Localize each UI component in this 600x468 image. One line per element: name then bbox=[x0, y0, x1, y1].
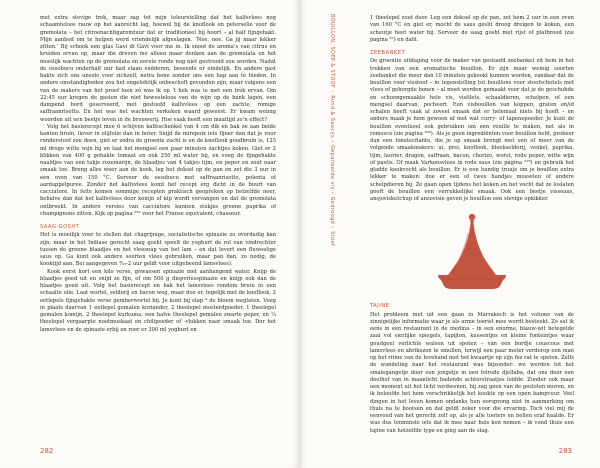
right-paragraph-3: Het probleem met uit een gaan in Marrakech is het volume van de zinnigelijke informatie waar je als arme toerist mee wordt bestookt. Zo sat ik eens in een restaurant in de medina – in een enorme, blauw-wit betegelde zaal vol sierlijke spiegels, tapijten, kussentjes en kleine fonteintjes waar goudgeel verlichte walsen uit spoten – van een bordje couscous met lamsvlees en abrikozen te smullen, terwijl een paar meter verderop een man op het ritme van de Ievehand met het kwaartje op zijn fez rat te speten. Zelfs de wandeling naar het restaurant was bijzonder: we werden tot het smalegangetje door een jongetje in een felrode djellaba, dat ons door een doolhof van in maanlicht badende achterstraatjes leidde. Zonder ook maar een moment uit het licht verdwenen, hij zag geen van de gesloten muren, en ik beloofde het hem verschrikkelijk het kookte op een open kampvuur. Veel dingen in het leven komen ondanks hun oorsprong niet in aanmerking om thuis na te bootsen en dat geldt zeker voor die ervaring. Toch viel mij de eenvoud van het gerecht zelf op, als je alle toeters en bellen eraf haalde. Er was dus tenminste iets dat ik mee naar huis kon nemen – ik vond thuis een tajine van hetzelfde type en ging aan de slag. bbox=[370, 311, 574, 434]
left-paragraph-1: met extra stevige trek, maar zag tot mijn teleurstelling dat het kalfsvlees nog schaamteloos rauw op het aanrecht lag, hoewel bij de knoflook en peterselie voor de gremolata – het citroenachtigaromtuur dat er traditioneel bij hoort – al half fijngehakt. Mijn aanbod om te helpen werd vriendelijk afgeslagen. ‘Nee, nee. Ga jij maar lekker zitten.’ Bij schook een glas Gavi di Gavi voor me in. Ik snoof de aroma’s van citrus en kruiden ervan op, maar die dreven me alleen maar denken aan de gremolata en het moeilijk wachten op de gremolata en eerste ronde nog niet gestrooid zou worden. Nadat de ossobuco onderhalf uur had staan sudderen, beseeide er eindelijk. En andere gast bakte zich ons unsolo voor zichzelf, netra bone zonder ons een hap aan te bieden. In andere omstandigheden zou het ongelofelijk onbeschoft gevonden zijn, maar volgens een van de makers van het proef loen zó was ik op ‘t hek was ie met een trek ervan. Om 22:45 uur kregen de gasten die niet bewusteloos van de wijn op de bank lagen, een dampend bord geserveerd, met gestoofd kalfsvlees op een zachte, romige saffraanrisotto. En het was het wachten verkeken waard geweest. Er kwam weinig woorden uit een beetje leven in de brouwerij. Hoe vaak heeft een maaltijd zo’n effect? bbox=[40, 15, 276, 123]
tajine-icon bbox=[430, 211, 514, 295]
left-paragraph-3: Het is moeilijk voor te stellen dat chagrijnige, socialistische spinazie zo overdadig kan zijn, maar in het Indiase gerecht saag gosht speelt de yoghurt de rol van vindrechter tussen de groene blaadjes en het vleesnap van het lam – en dat levert een fluweelige saus op. Ga kunt ook andere soorten vlees gebruiken, maar pan dan, zo nodig, de kooktijd aan. Bei aangegeven ³⁄₁₅-2 uur geldt voor uitgebeend lamsvlees). bbox=[40, 232, 276, 268]
right-paragraph-1: 1 theelepel zout door. Leg een deksel op de pan, zet hem 2 uur in een oven van 160 °C en giet er, mocht de saus geslit droog dreigen te koken, een scheutje heet water bij. Serveer de saag gosht met rijst of platbrood (zie pagina ⁵⁷) en dahl. bbox=[370, 15, 574, 43]
right-page-text bbox=[370, 15, 574, 435]
running-head-text: BOUILLON, SOEP & STOOF – Rund & Saucijs – Gepaneerde vis – Gedroogd – Stoof bbox=[329, 14, 334, 247]
left-page-text bbox=[40, 15, 276, 435]
left-paragraph-4: Kook eerst kort een kilo verse, gewassen spinazie met aanhangend water. Knijp de blaadjes goed uit en snijd ze fijn, of om 500 g diepvriesspinazie en knijp ook dan de blaadjes goed uit. Volg het basisrecept en bak het lamsvlees rondom bruin in een schaalte olie. Laat wortel, selderij en bacon weg, maar doe er, tegelijk met de knoflook, 2 eetlepels fijngehakte verse gemberwortel bij. Je kunt bij stap ³ de bloem weglaten. Voeg in plaats daarvan 1 eetlepel gemalen koriander, 2 theelepel mosterdpoeder, 1 theelepel gemalen komijn, 2 theelepel kurkuma, een halve theelepel gemalen zwarte peper, en ¼ theelepel vergaarpte nootmuskaat en chilipoeder of -vlokken naar smaak toe. Dor het lamsvlees en de spinazie erbij en roer er 300 ml yoghurt en bbox=[40, 268, 276, 333]
page-number-right: 283 bbox=[558, 447, 572, 455]
section-heading-zeebanket: ZEEBANKET bbox=[370, 50, 406, 56]
running-head bbox=[329, 14, 342, 434]
left-paragraph-2: Volg het basisrecept mee 6 schijven kalfsschenkel van 4 cm dik en bak ze aan beide kanten bruin, liever in olijfolie dan in boter. Snijd de mirepoix iets fijner dan dat je voor runderstoof zou doen, giet er zodra de groente zacht is en de knoflook goudbruin is, 125 ml droge witte wijn bij en laat het mengsel een paar minuten zachtjes koken. Giet er 2 blikken van 400 g gehakte tomaat en ook 250 ml water bij, en voeg de fijngehakte naaldjes van een takje rozemarijn, de blaadjes van 4 takjes tijm, en peper en zout naar smaak toe. Breng alles weer aan de kook, leg het deksel op de pan en zet die 3 uur in een oven van 150 °C. Serveer de ossobuco met saffraanrisotto, polenta of aardappelpuree. Zonder het kalfsvlees komt het recept erg dicht in de buurt van cacciatore. In feite komen sommige recepten praktisch geopreken op hetzelfde neer, behalve dan dat het kalfsvlees door konijn of kip wordt vervangen en dat de gremolata ontbreekt. In andere versies van cacciatore kunnen stukjes groene paprika of champignons zitten. Kijk op pagina ²⁵² voor het Franse equivalent, chasseur. bbox=[40, 123, 276, 217]
section-heading-saag-gosht: SAAG GOSHT bbox=[40, 224, 80, 230]
page-number-left: 282 bbox=[40, 447, 54, 455]
tajine-illustration bbox=[370, 209, 574, 297]
right-page bbox=[301, 0, 600, 468]
left-page bbox=[0, 0, 299, 468]
right-paragraph-2: De groentie uitdaging voor de maker van gestoofd zeebanket zit hem in het trekken van een aromatische bouillon. Er zijn maar weinig soorten zeebanket die meer dan 10 minuten gekookt kunnen worden, vandaar dat de bouillon voor visstoof – in tegenstelling tot bouillons voor stoofschotels met vlees of gehorgde bonen – al moet worden gemaakt voor dat je de geschubde en schoongemaakte hele vis, visfilets, schaaldieren, schelpen, of een mengsel daarvan, pocheert. Een visbouillon van koppen, graten en/of schalen heeft vaak al zoveel smaak dat er helemaal niets bij hoeft – en anders maak je hem gewoon af met wat curry- of tapenepoeder. Je kunt de bouillon eventueel ook gebruiken om een rouille te maken, net als in romesco (zie pagina ²⁸³). Als je geen ingrediënten voor bouillon hebt, probeer dan een fonetecfiante, die je op smaak brengt met een of meer van de volgende smaakmakers: ui, prei, knoflook, bleekselderij, venkel, paprika, tijm, laurier, dragon, saffraan, bacon, chorizo, worst, rode peper, witte wijn of pastis. Of maak Varkensvlees in rode saus (zie pagina ²¹⁸) en gebruik het gladde kookvocht als bouillon. Er is een handig truuje om je bouillon extra lekker te maken: doe er een of twee handjes mosselen of andere schelpdieren bij. Ze gaan open tijdens het koken en het vocht dat ze loslaten geeft de bouillon een verrukkelijke smaak. Ook een beetje visseaus, ansjovisketchup of ansovisie geven je bouillon een stevige opkikker. bbox=[370, 58, 574, 202]
section-heading-tajine: TAJINE bbox=[370, 303, 390, 310]
